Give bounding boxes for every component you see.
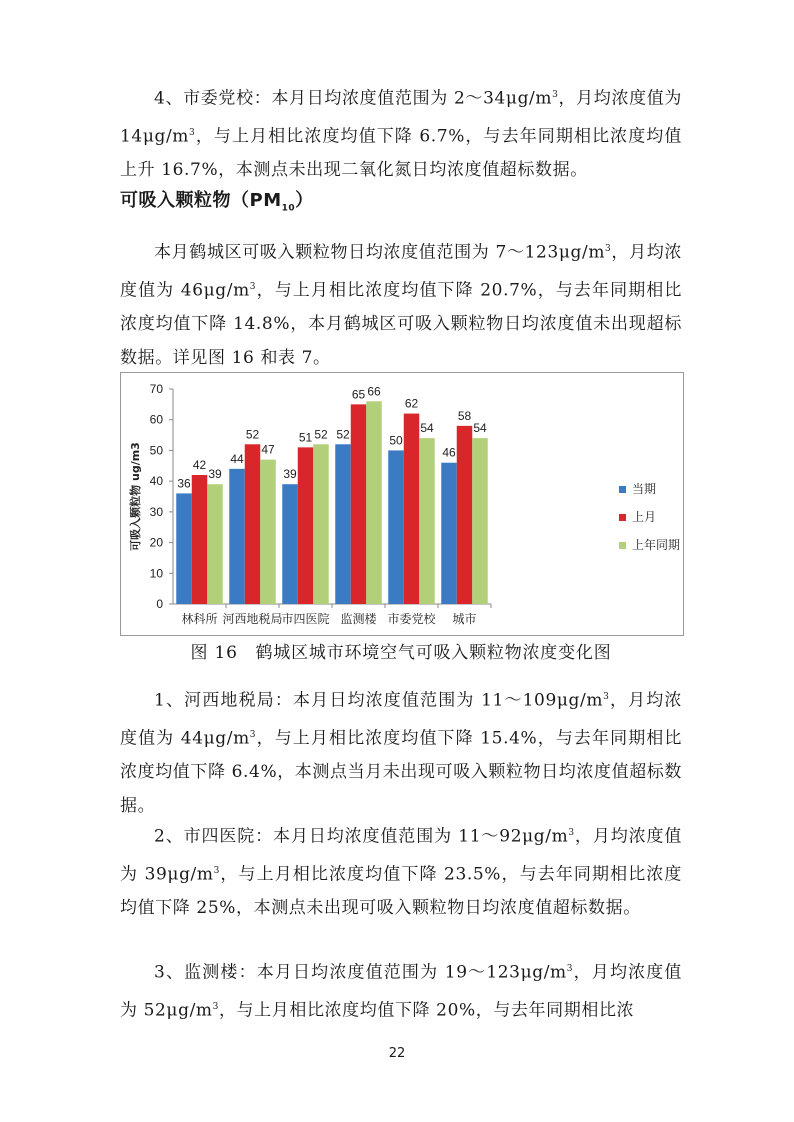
x-tick-label: 城市: [452, 612, 477, 626]
data-label: 39: [208, 467, 222, 482]
data-label: 51: [298, 430, 313, 445]
paragraph-party-school-no2: 4、市委党校：本月日均浓度值范围为 $2\sim 34\mu g/m^3$，月均浓度值为 $14\mu g/m^3$，与上月相比浓度均值下降 6.7%，与去年同期相比浓度均值上升 16.7%，本测点未出现二氧化氮日均浓度值超标数据。: [120, 88, 683, 181]
data-label: 36: [177, 476, 191, 491]
bar-上年同期-林科所: [207, 484, 223, 604]
paragraph-hexi-tax-bureau: 1、河西地税局：本月日均浓度值范围为 $11\sim 109\mu g/m^3$，月均浓度值为 $44\mu g/m^3$，与上月相比浓度均值下降 15.4%，与去年同期相比浓度均值下降 6.4%，本测点当月未出现可吸入颗粒物日均浓度值超标数据。: [120, 690, 682, 817]
y-tick-label: 10: [149, 566, 163, 581]
bar-上月-河西地税局: [245, 444, 261, 604]
data-label: 65: [351, 387, 366, 402]
y-tick-label: 20: [149, 535, 163, 550]
bar-上年同期-市四医院: [313, 444, 329, 604]
data-label: 52: [336, 427, 350, 442]
x-tick-label: 市委党校: [387, 612, 436, 626]
bar-上年同期-市委党校: [419, 438, 435, 604]
data-label: 54: [420, 421, 434, 436]
legend-label: 当期: [632, 482, 657, 496]
bar-当期-监测楼: [335, 444, 351, 604]
legend-swatch: [619, 486, 626, 493]
data-label: 54: [473, 421, 487, 436]
x-tick-label: 监测楼: [340, 612, 377, 626]
bar-当期-城市: [441, 463, 457, 604]
y-tick-label: 40: [149, 474, 163, 489]
data-label: 46: [442, 445, 456, 460]
data-label: 47: [261, 442, 275, 457]
data-label: 39: [283, 467, 297, 482]
bar-上月-监测楼: [351, 404, 367, 604]
y-tick-label: 60: [149, 412, 163, 427]
legend-label: 上月: [632, 510, 657, 524]
legend-label: 上年同期: [632, 538, 681, 552]
y-tick-label: 50: [149, 443, 163, 458]
paragraph-fourth-hospital: 2、市四医院：本月日均浓度值范围为 $11\sim 92\mu g/m^3$，月均浓度值为 $39\mu g/m^3$，与上月相比浓度均值下降 23.5%，与去年同期相比浓度均值下降 25%，本测点未出现可吸入颗粒物日均浓度值超标数据。: [120, 826, 682, 919]
page-number: 22: [388, 1046, 406, 1061]
y-tick-label: 0: [156, 597, 163, 611]
bar-上月-林科所: [192, 475, 208, 604]
bar-上年同期-河西地税局: [260, 460, 276, 604]
x-tick-label: 河西地税局: [222, 612, 283, 626]
data-label: 62: [404, 396, 419, 411]
y-tick-label: 30: [149, 504, 163, 519]
data-label: 42: [192, 458, 207, 472]
bar-当期-林科所: [176, 493, 192, 604]
data-label: 50: [389, 433, 403, 448]
bar-当期-市委党校: [388, 450, 404, 604]
data-label: 58: [457, 408, 472, 423]
bar-上月-城市: [457, 426, 473, 604]
figure-caption: 图 16 鹤城区城市环境空气可吸入颗粒物浓度变化图: [190, 643, 612, 663]
data-label: 52: [245, 427, 260, 442]
chart-svg: [121, 373, 683, 635]
y-axis-label: 可吸入颗粒物 ug/m3: [129, 442, 142, 551]
pm10-bar-chart: [120, 372, 684, 636]
bar-上年同期-城市: [472, 438, 488, 604]
y-tick-label: 70: [149, 382, 163, 396]
data-label: 52: [314, 427, 328, 442]
legend-swatch: [619, 514, 626, 521]
data-label: 66: [367, 384, 381, 399]
x-tick-label: 市四医院: [281, 612, 330, 626]
section-heading-pm10: 可吸入颗粒物$(PM_{10})$: [120, 190, 314, 214]
bar-当期-市四医院: [282, 484, 298, 604]
paragraph-monitoring-building: 3、监测楼：本月日均浓度值范围为 $19\sim 123\mu g/m^3$，月均浓度值为 $52\mu g/m^3$，与上月相比浓度均值下降 20%，与去年同期相比浓: [120, 962, 683, 1021]
bar-当期-河西地税局: [229, 469, 245, 604]
bar-上月-市委党校: [404, 414, 420, 604]
data-label: 44: [230, 451, 244, 466]
x-tick-label: 林科所: [181, 612, 218, 626]
bar-上月-市四医院: [298, 447, 314, 604]
bar-上年同期-监测楼: [366, 401, 382, 604]
paragraph-pm10-summary: 本月鹤城区可吸入颗粒物日均浓度值范围为 $7\sim 123\mu g/m^3$，月均浓度值为 $46\mu g/m^3$，与上月相比浓度均值下降 20.7%，与去年同期相比浓度均值下降 14.8%，本月鹤城区可吸入颗粒物日均浓度值未出现超标数据。详见图 16 和表 7。: [120, 242, 682, 369]
legend-swatch: [619, 542, 626, 549]
